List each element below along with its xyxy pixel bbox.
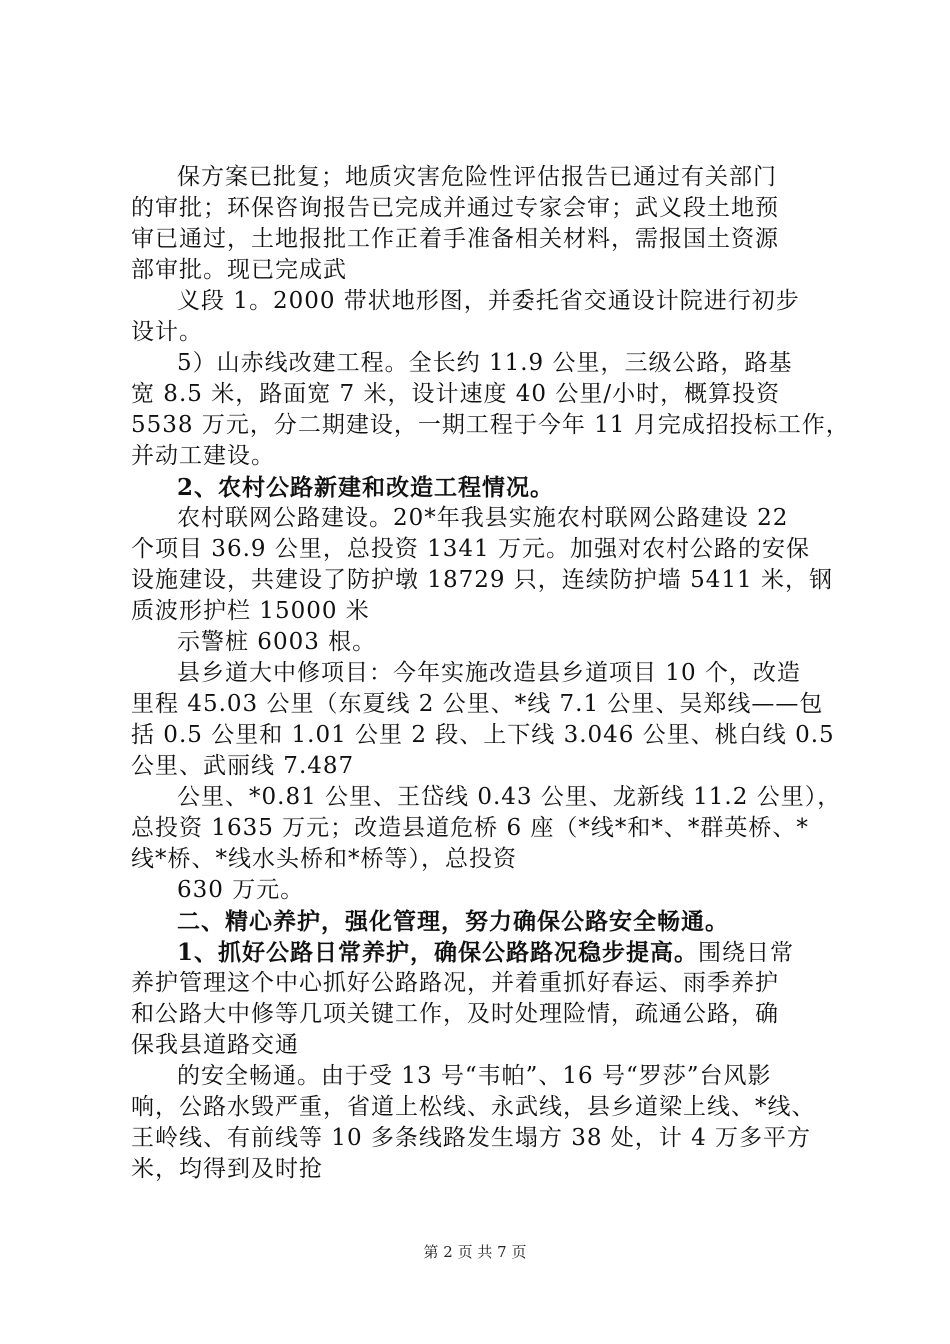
- subsection-heading: 1、抓好公路日常养护，确保公路路况稳步提高。: [177, 939, 699, 966]
- text-line: [177, 937, 877, 969]
- text-line: 质波形护栏 15000 米: [131, 598, 370, 624]
- text-line: 公里、武丽线 7.487: [131, 753, 355, 779]
- text-line: 5）山赤线改建工程。全长约 11.9 公里，三级公路，路基: [177, 350, 793, 376]
- text-line: 的安全畅通。由于受 13 号“韦帕”、16 号“罗莎”台风影: [177, 1063, 772, 1089]
- text-line: 县乡道大中修项目：今年实施改造县乡道项目 10 个，改造: [177, 660, 801, 686]
- text-line: 个项目 36.9 公里，总投资 1341 万元。加强对农村公路的安保: [131, 536, 810, 562]
- text-line: 义段 1。2000 带状地形图，并委托省交通设计院进行初步: [177, 288, 800, 314]
- text-line: 里程 45.03 公里（东夏线 2 公里、*线 7.1 公里、吴郑线——包: [131, 691, 824, 717]
- text-line: 宽 8.5 米，路面宽 7 米，设计速度 40 公里/小时，概算投资: [131, 381, 781, 407]
- text-line: 5538 万元，分二期建设，一期工程于今年 11 月完成招投标工作，: [131, 412, 850, 438]
- text-line: 保我县道路交通: [131, 1032, 299, 1058]
- text-line: 设计。: [131, 319, 203, 345]
- section-heading: 2、农村公路新建和改造工程情况。: [177, 474, 555, 501]
- text-line: 括 0.5 公里和 1.01 公里 2 段、上下线 3.046 公里、桃白线 0.5: [131, 722, 835, 748]
- section-heading: 二、精心养护，强化管理，努力确保公路安全畅通。: [177, 908, 729, 935]
- text-line: 部审批。现已完成武: [131, 257, 347, 283]
- text-line: 王岭线、有前线等 10 多条线路发生塌方 38 处，计 4 万多平方: [131, 1125, 812, 1151]
- text-line: 设施建设，共建设了防护墩 18729 只，连续防护墙 5411 米，钢: [131, 567, 833, 593]
- text-line: 农村联网公路建设。20*年我县实施农村联网公路建设 22: [177, 505, 789, 531]
- text-line: 和公路大中修等几项关键工作，及时处理险情，疏通公路，确: [131, 1001, 779, 1027]
- text-line: 养护管理这个中心抓好公路路况，并着重抓好春运、雨季养护: [131, 970, 779, 996]
- page-footer: 第 2 页 共 7 页: [423, 1243, 527, 1261]
- text-span: 围绕日常: [698, 940, 795, 966]
- text-line: 保方案已批复；地质灾害危险性评估报告已通过有关部门: [177, 164, 777, 190]
- text-line: 审已通过，土地报批工作正着手准备相关材料，需报国土资源: [131, 226, 779, 252]
- text-line: 总投资 1635 万元；改造县道危桥 6 座（*线*和*、*群英桥、*: [131, 815, 809, 841]
- text-line: 并动工建设。: [131, 443, 275, 469]
- text-line: 公里、*0.81 公里、王岱线 0.43 公里、龙新线 11.2 公里），: [177, 784, 842, 810]
- text-line: 响，公路水毁严重，省道上松线、永武线，县乡道梁上线、*线、: [131, 1094, 816, 1120]
- text-line: 的审批；环保咨询报告已完成并通过专家会审；武义段土地预: [131, 195, 779, 221]
- text-line: 米，均得到及时抢: [131, 1156, 323, 1182]
- text-line: 线*桥、*线水头桥和*桥等），总投资: [131, 846, 517, 872]
- text-line: 示警桩 6003 根。: [177, 629, 377, 655]
- text-line: 630 万元。: [177, 877, 305, 903]
